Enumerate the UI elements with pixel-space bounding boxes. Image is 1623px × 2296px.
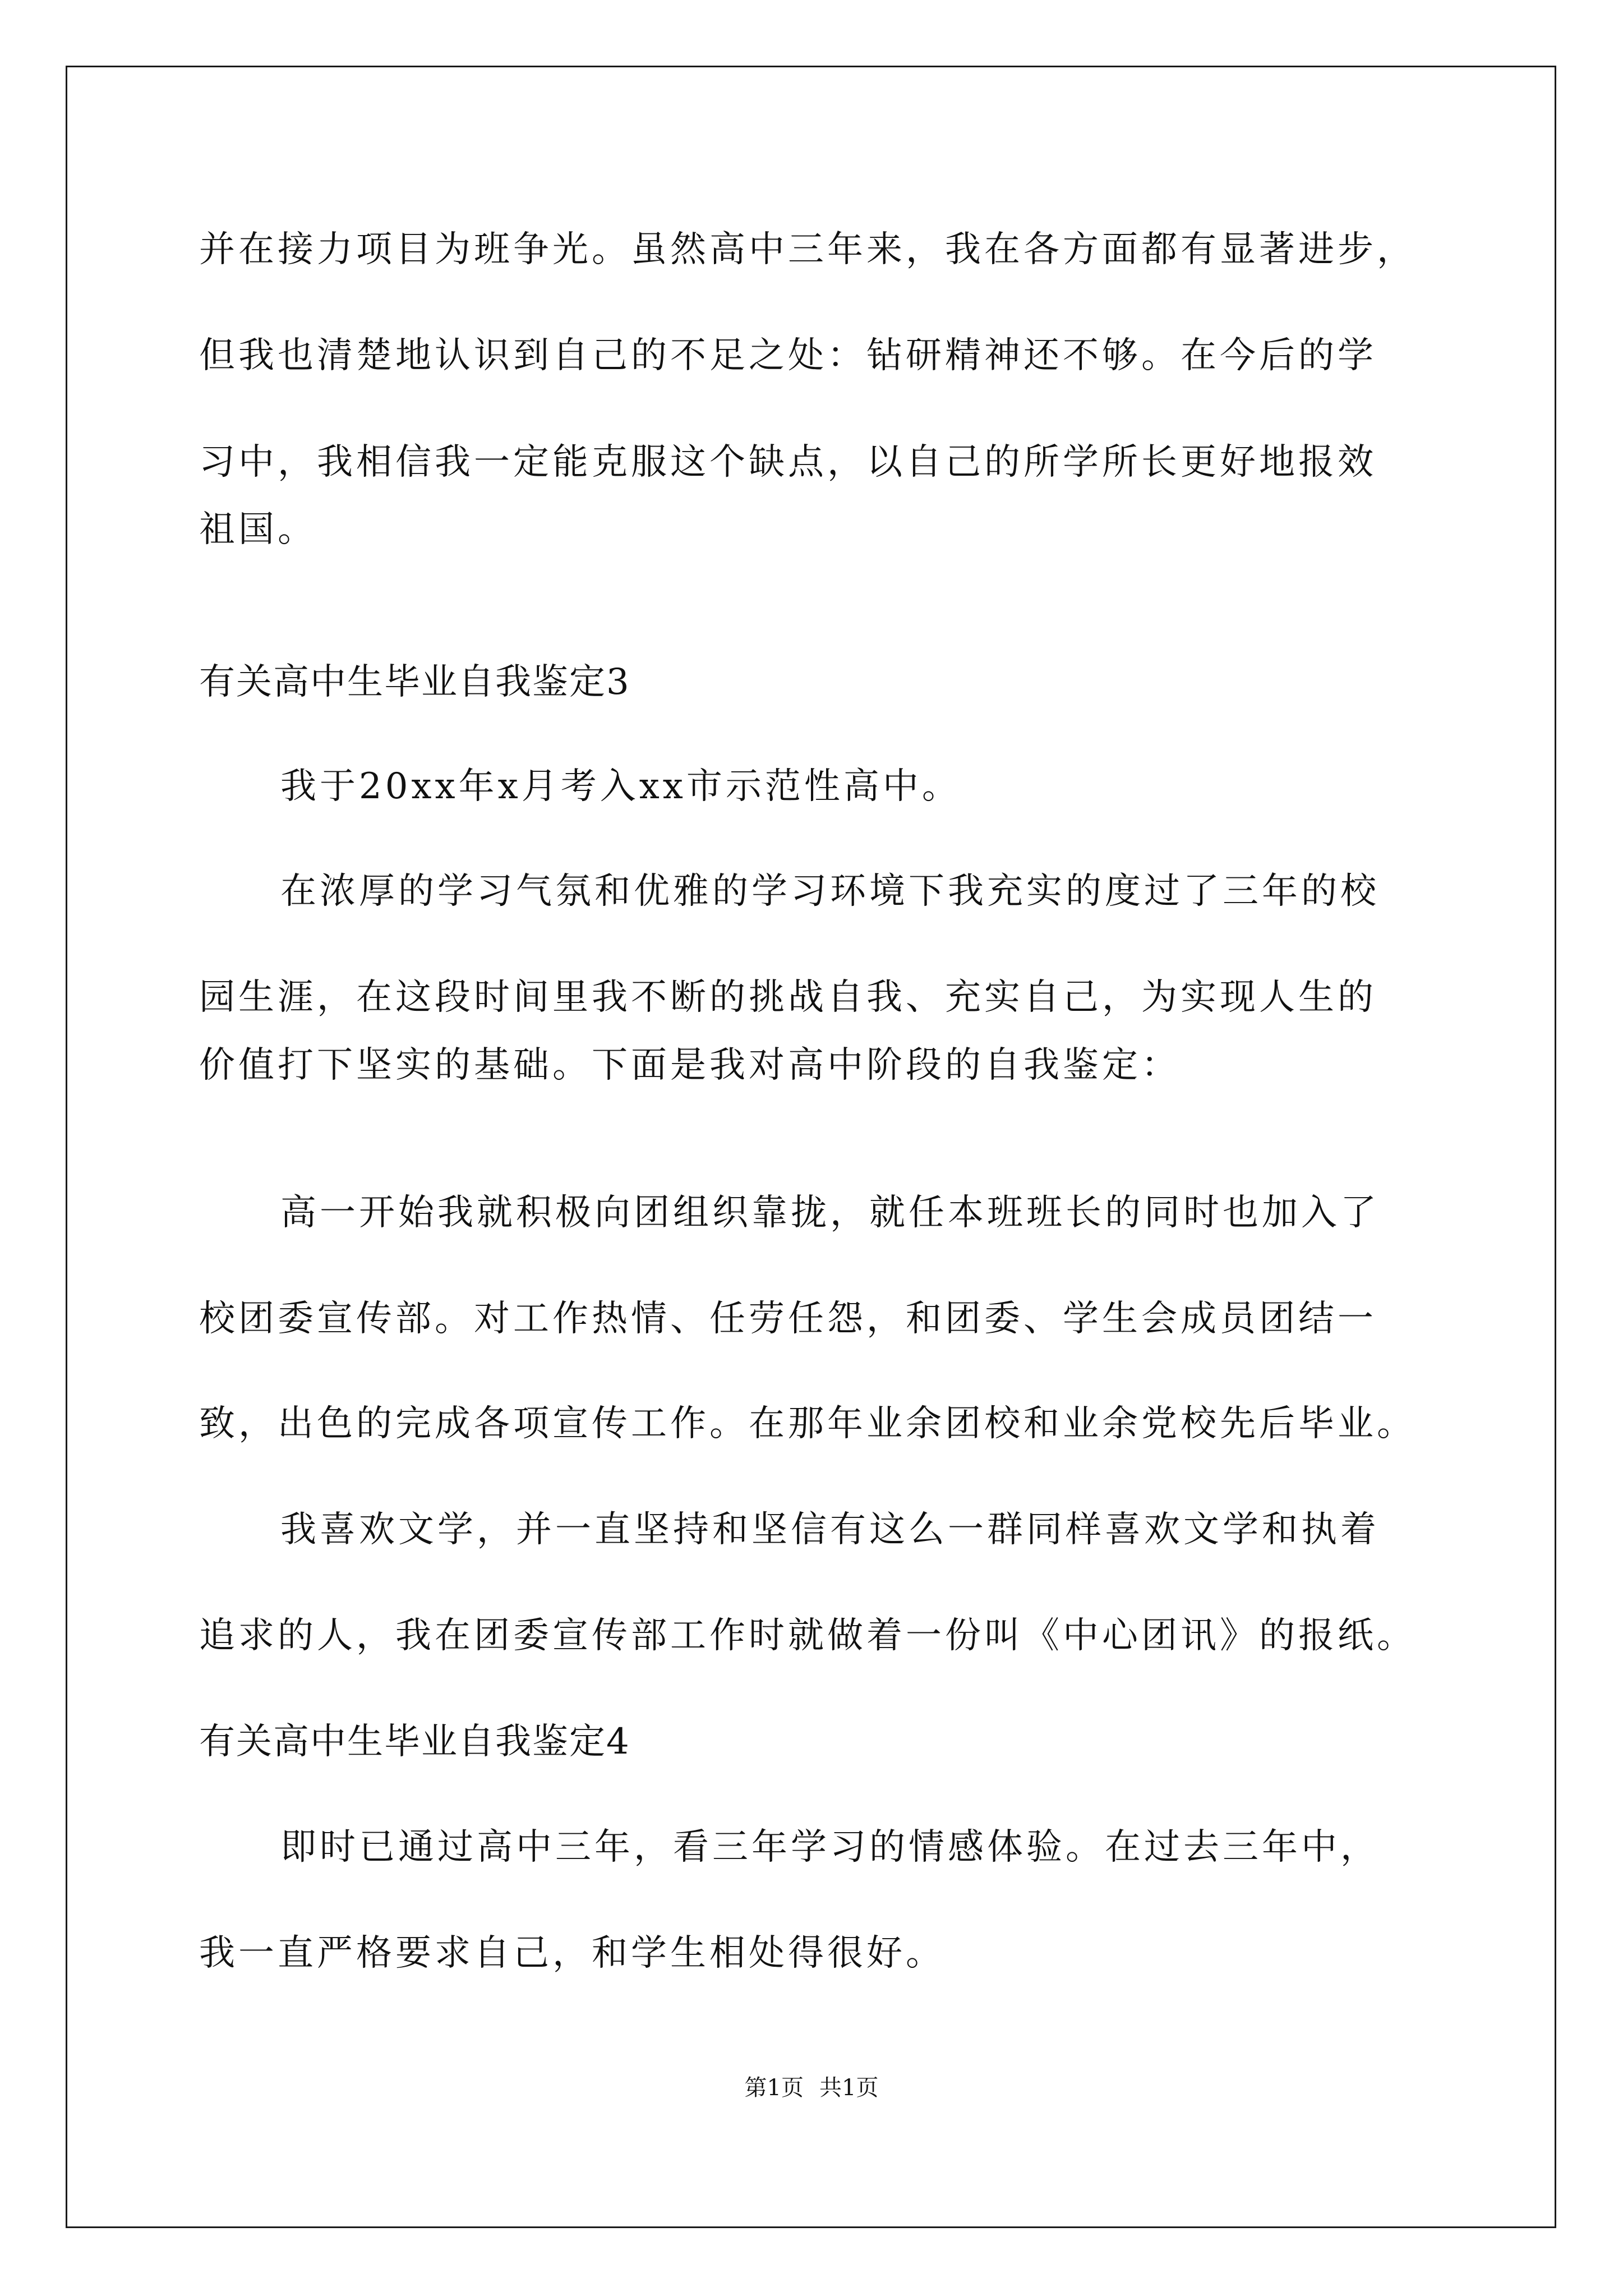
page-number-total: 共1页 xyxy=(819,2075,879,2101)
body-text-line: 但我也清楚地认识到自己的不足之处：钻研精神还不够。在今后的学 xyxy=(199,335,1377,376)
paragraph-line: 我于20xx年x月考入xx市示范性高中。 xyxy=(280,766,961,807)
paragraph-line: 即时已通过高中三年，看三年学习的情感体验。在过去三年中， xyxy=(280,1826,1380,1868)
paragraph-line: 我喜欢文学，并一直坚持和坚信有这么一群同样喜欢文学和执着 xyxy=(280,1509,1380,1550)
body-text-line: 园生涯，在这段时间里我不断的挑战自我、充实自己，为实现人生的 xyxy=(199,977,1377,1018)
body-text-line: 价值打下坚实的基础。下面是我对高中阶段的自我鉴定： xyxy=(199,1045,1181,1086)
paragraph-line: 高一开始我就积极向团组织靠拢，就任本班班长的同时也加入了 xyxy=(280,1192,1380,1234)
body-text-line: 习中，我相信我一定能克服这个缺点，以自己的所学所长更好地报效 xyxy=(199,441,1377,483)
body-text-line: 并在接力项目为班争光。虽然高中三年来，我在各方面都有显著进步， xyxy=(199,229,1416,270)
body-text-line: 我一直严格要求自己，和学生相处得很好。 xyxy=(199,1932,945,1974)
section-heading: 有关高中生毕业自我鉴定4 xyxy=(199,1721,630,1763)
body-text-line: 致，出色的完成各项宣传工作。在那年业余团校和业余党校先后毕业。 xyxy=(199,1403,1416,1444)
page-border xyxy=(66,66,1556,2228)
page-footer xyxy=(0,2074,1623,2101)
page-number-current: 第1页 xyxy=(744,2075,804,2101)
paragraph-line: 在浓厚的学习气氛和优雅的学习环境下我充实的度过了三年的校 xyxy=(280,871,1380,912)
body-text-line: 祖国。 xyxy=(199,509,317,550)
body-text-line: 追求的人，我在团委宣传部工作时就做着一份叫《中心团讯》的报纸。 xyxy=(199,1615,1416,1657)
section-heading: 有关高中生毕业自我鉴定3 xyxy=(199,661,630,703)
body-text-line: 校团委宣传部。对工作热情、任劳任怨，和团委、学生会成员团结一 xyxy=(199,1298,1377,1340)
